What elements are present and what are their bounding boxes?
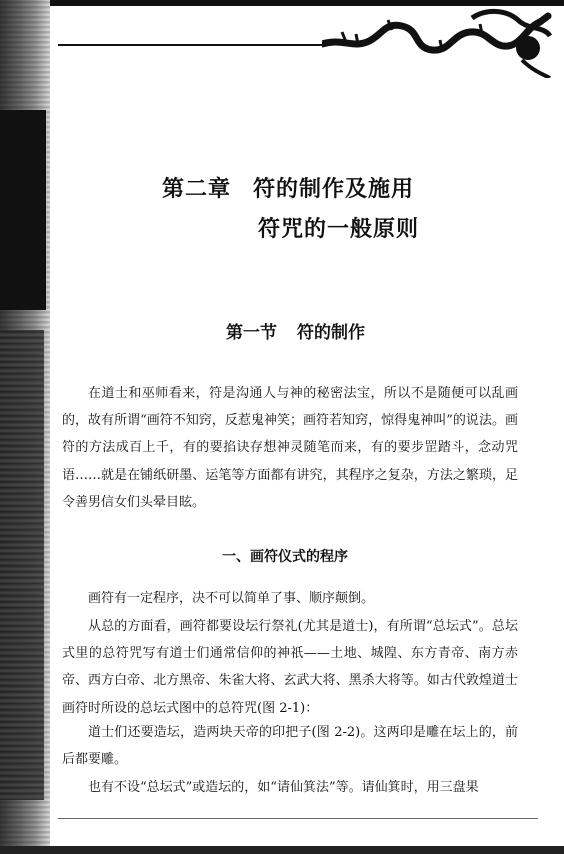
dragon-ornament-icon <box>322 8 552 78</box>
body-paragraph: 画符有一定程序，决不可以简单了事、顺序颠倒。 <box>88 591 375 606</box>
section-number: 第一节 <box>226 323 277 343</box>
scan-spine-dark-band <box>0 110 46 310</box>
subheading: 一、画符仪式的程序 <box>222 549 348 565</box>
section-title: 符的制作 <box>297 323 365 343</box>
top-page-border <box>0 0 564 6</box>
chapter-number: 第二章 <box>162 176 232 202</box>
body-paragraph: 也有不设“总坛式”或造坛的，如“请仙箕法”等。请仙箕时，用三盘果 <box>88 780 479 795</box>
bottom-page-border <box>0 846 564 854</box>
footer-rule <box>58 818 538 819</box>
body-paragraph: 从总的方面看，画符都要设坛行祭礼(尤其是道士)，有所谓“总坛式”。总坛式里的总符咒写有道士们通常信仰的神祇——土地、城隍、东方青帝、南方赤帝、西方白帝、北方黑帝、朱雀大将、玄武大将、黑杀大将等。如古代敦煌道士画符时所设的总坛式图中的总符咒(图 2-1)： <box>62 619 518 716</box>
chapter-title: 符的制作及施用 <box>253 176 415 202</box>
section-heading <box>226 318 365 343</box>
chapter-heading <box>162 172 414 203</box>
body-paragraph: 道士们还要造坛，造两块天帝的印把子(图 2-2)。这两印是雕在坛上的，前后都要雕。 <box>62 725 518 768</box>
intro-paragraph: 在道士和巫师看来，符是沟通人与神的秘密法宝，所以不是随便可以乱画的，故有所谓“画符不知窍，反惹鬼神笑；画符若知窍，惊得鬼神叫”的说法。画符的方法成百上千，有的要掐诀存想神灵随笔而来，有的要步罡踏斗，念动咒语……就是在铺纸研墨、运笔等方面都有讲究，其程序之复杂，方法之繁琐，足令善男信女们头晕目眩。 <box>62 386 518 510</box>
header-rule <box>58 44 328 46</box>
chapter-subtitle: 符咒的一般原则 <box>258 216 420 242</box>
scan-spine-texture <box>0 330 44 800</box>
